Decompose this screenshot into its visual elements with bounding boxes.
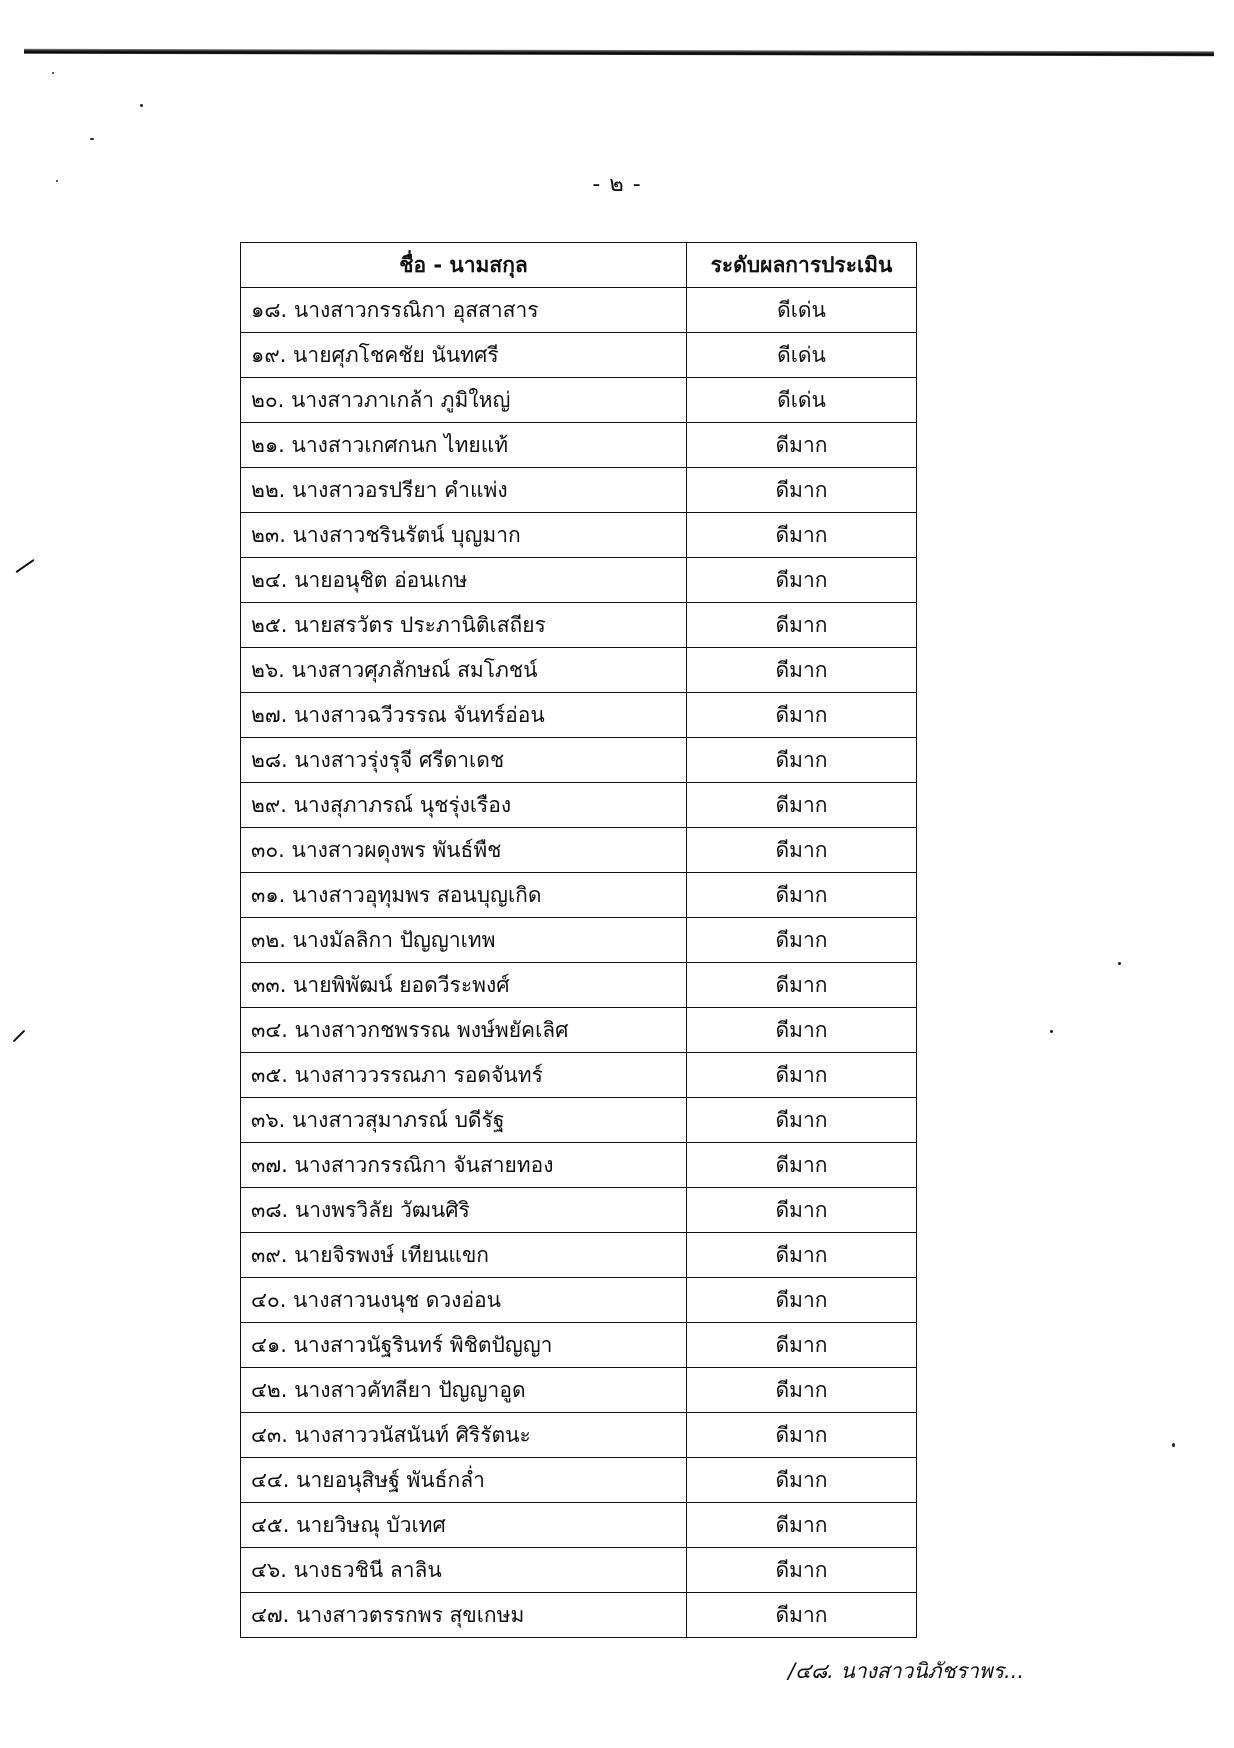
table-row [241,1008,917,1053]
scan-speck [52,72,54,74]
person-name-cell: ๓๒. นางมัลลิกา ปัญญาเทพ [241,918,687,963]
table-row [241,1413,917,1458]
pen-tick-mark [15,559,34,573]
scan-speck [1050,1030,1053,1033]
table-row [241,1278,917,1323]
assessment-level-cell: ดีมาก [687,738,917,783]
assessment-level-cell: ดีมาก [687,1098,917,1143]
person-name-cell: ๒๘. นางสาวรุ่งรุจี ศรีดาเดช [241,738,687,783]
person-name-cell: ๒๖. นางสาวศุภลักษณ์ สมโภชน์ [241,648,687,693]
assessment-level-cell: ดีมาก [687,513,917,558]
person-name-cell: ๓๔. นางสาวกชพรรณ พงษ์พยัคเลิศ [241,1008,687,1053]
assessment-level-cell: ดีมาก [687,558,917,603]
assessment-level-cell: ดีมาก [687,1143,917,1188]
top-edge-rule [24,49,1214,56]
assessment-level-cell: ดีเด่น [687,378,917,423]
table-row [241,1368,917,1413]
assessment-level-cell: ดีมาก [687,1368,917,1413]
assessment-level-cell: ดีมาก [687,693,917,738]
table-row [241,1053,917,1098]
table-header-row [241,243,917,288]
assessment-level-cell: ดีมาก [687,1188,917,1233]
assessment-level-cell: ดีมาก [687,1008,917,1053]
table-row [241,738,917,783]
assessment-level-cell: ดีมาก [687,1548,917,1593]
assessment-level-cell: ดีมาก [687,468,917,513]
person-name-cell: ๒๕. นายสรวัตร ประภานิติเสถียร [241,603,687,648]
person-name-cell: ๓๓. นายพิพัฒน์ ยอดวีระพงศ์ [241,963,687,1008]
table-row [241,1548,917,1593]
table-row [241,1143,917,1188]
table-row [241,468,917,513]
person-name-cell: ๔๑. นางสาวนัฐรินทร์ พิชิตปัญญา [241,1323,687,1368]
assessment-level-cell: ดีมาก [687,1053,917,1098]
pen-tick-mark [13,1030,26,1043]
scan-speck [1172,1443,1175,1447]
person-name-cell: ๓๗. นางสาวกรรณิกา จันสายทอง [241,1143,687,1188]
table-row [241,333,917,378]
assessment-level-cell: ดีมาก [687,1593,917,1638]
assessment-level-cell: ดีมาก [687,873,917,918]
person-name-cell: ๔๐. นางสาวนงนุช ดวงอ่อน [241,1278,687,1323]
column-header-name: ชื่อ - นามสกุล [241,243,687,288]
assessment-level-cell: ดีเด่น [687,333,917,378]
page-number: - ๒ - [592,172,642,197]
person-name-cell: ๒๒. นางสาวอรปรียา คำแพ่ง [241,468,687,513]
person-name-cell: ๒๔. นายอนุชิต อ่อนเกษ [241,558,687,603]
person-name-cell: ๑๘. นางสาวกรรณิกา อุสสาสาร [241,288,687,333]
continuation-note: /๔๘. นางสาวนิภัชราพร... [788,1659,1024,1683]
table-row [241,378,917,423]
table-row [241,1593,917,1638]
person-name-cell: ๒๑. นางสาวเกศกนก ไทยแท้ [241,423,687,468]
table-row [241,558,917,603]
table-row [241,828,917,873]
assessment-level-cell: ดีมาก [687,603,917,648]
scan-speck [1118,962,1121,965]
person-name-cell: ๒๐. นางสาวภาเกล้า ภูมิใหญ่ [241,378,687,423]
assessment-level-cell: ดีมาก [687,828,917,873]
table-row [241,1503,917,1548]
assessment-level-cell: ดีเด่น [687,288,917,333]
assessment-level-cell: ดีมาก [687,1323,917,1368]
table-row [241,783,917,828]
person-name-cell: ๔๔. นายอนุสิษฐ์ พันธ์กล่ำ [241,1458,687,1503]
assessment-level-cell: ดีมาก [687,1503,917,1548]
person-name-cell: ๔๕. นายวิษณุ บัวเทศ [241,1503,687,1548]
assessment-level-cell: ดีมาก [687,918,917,963]
person-name-cell: ๔๖. นางธวชินี ลาลิน [241,1548,687,1593]
person-name-cell: ๓๘. นางพรวิลัย วัฒนศิริ [241,1188,687,1233]
assessment-level-cell: ดีมาก [687,783,917,828]
table-row [241,648,917,693]
person-name-cell: ๒๗. นางสาวฉวีวรรณ จันทร์อ่อน [241,693,687,738]
person-name-cell: ๓๙. นายจิรพงษ์ เทียนแขก [241,1233,687,1278]
table-row [241,288,917,333]
table-row [241,693,917,738]
assessment-results-table [240,242,917,1638]
person-name-cell: ๒๙. นางสุภาภรณ์ นุชรุ่งเรือง [241,783,687,828]
table-row [241,1098,917,1143]
person-name-cell: ๔๒. นางสาวคัทลียา ปัญญาอูด [241,1368,687,1413]
scan-speck [140,104,143,107]
assessment-level-cell: ดีมาก [687,1458,917,1503]
table-row [241,918,917,963]
table-row [241,1188,917,1233]
table-row [241,603,917,648]
assessment-level-cell: ดีมาก [687,1233,917,1278]
person-name-cell: ๓๖. นางสาวสุมาภรณ์ บดีรัฐ [241,1098,687,1143]
person-name-cell: ๓๐. นางสาวผดุงพร พันธ์พืช [241,828,687,873]
assessment-level-cell: ดีมาก [687,648,917,693]
person-name-cell: ๓๑. นางสาวอุทุมพร สอนบุญเกิด [241,873,687,918]
column-header-level: ระดับผลการประเมิน [687,243,917,288]
assessment-level-cell: ดีมาก [687,963,917,1008]
table-row [241,1458,917,1503]
table-row [241,423,917,468]
person-name-cell: ๒๓. นางสาวชรินรัตน์ บุญมาก [241,513,687,558]
table-row [241,513,917,558]
person-name-cell: ๔๓. นางสาววนัสนันท์ ศิริรัตนะ [241,1413,687,1458]
assessment-level-cell: ดีมาก [687,1278,917,1323]
scan-speck [90,138,94,140]
person-name-cell: ๔๗. นางสาวตรรกพร สุขเกษม [241,1593,687,1638]
table-row [241,873,917,918]
assessment-level-cell: ดีมาก [687,423,917,468]
person-name-cell: ๑๙. นายศุภโชคชัย นันทศรี [241,333,687,378]
table-row [241,963,917,1008]
table-row [241,1233,917,1278]
assessment-level-cell: ดีมาก [687,1413,917,1458]
person-name-cell: ๓๕. นางสาววรรณภา รอดจันทร์ [241,1053,687,1098]
table-row [241,1323,917,1368]
table-body [241,288,917,1638]
